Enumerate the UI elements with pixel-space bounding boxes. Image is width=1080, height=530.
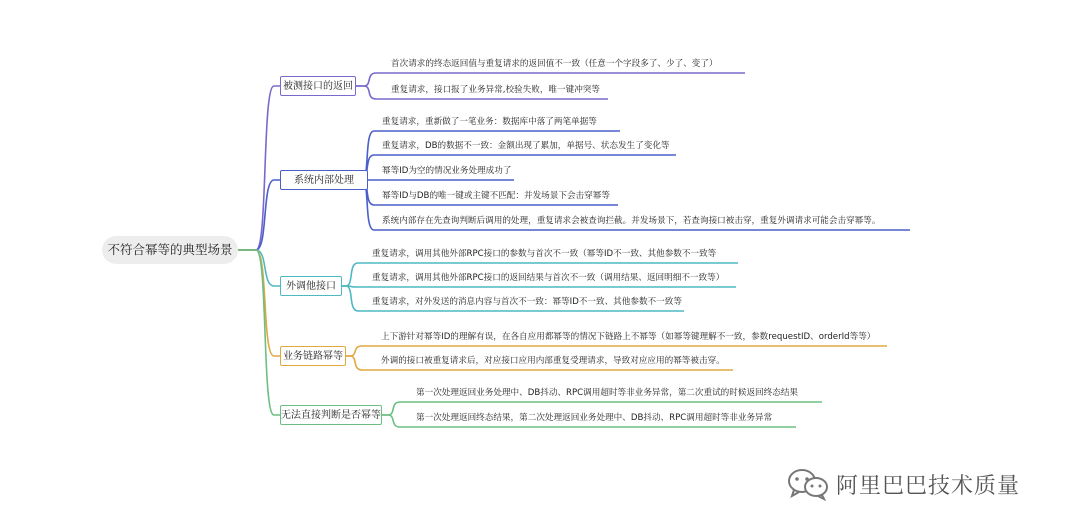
leaf-label[interactable]: 上下游针对幂等ID的理解有误，在各自应用都幂等的情况下链路上不幂等（如幂等键理解不一致，参数requestID、orderId等等）: [381, 332, 876, 342]
leaf-label[interactable]: 幂等ID为空的情况业务处理成功了: [382, 166, 512, 176]
leaf-connector: [342, 286, 736, 287]
leaf-label[interactable]: 重复请求，接口报了业务异常,校验失败，唯一键冲突等: [391, 85, 600, 95]
leaf-label[interactable]: 重复请求，调用其他外部RPC接口的参数与首次不一致（幂等ID不一致、其他参数不一致等: [372, 249, 717, 259]
watermark-text: 阿里巴巴技术质量: [836, 473, 1021, 499]
leaf-label[interactable]: 重复请求，调用其他外部RPC接口的返回结果与首次不一致（调用结果、返回明细不一致等）: [372, 273, 725, 283]
leaf-label[interactable]: 重复请求，对外发送的消息内容与首次不一致：幂等ID不一致、其他参数不一致等: [372, 297, 682, 307]
branch-connector: [238, 250, 280, 415]
branch-connector: [238, 86, 280, 250]
watermark: [786, 467, 1020, 501]
root-node[interactable]: 不符合幂等的典型场景: [102, 236, 238, 264]
leaf-label[interactable]: 重复请求，DB的数据不一致：金额出现了累加，单据号、状态发生了变化等: [382, 141, 670, 151]
leaf-label[interactable]: 幂等ID与DB的唯一键或主键不匹配：并发场景下会击穿幂等: [382, 191, 610, 201]
leaf-label[interactable]: 第一次处理返回终态结果，第二次处理返回业务处理中、DB抖动、RPC调用超时等非业务异常: [416, 413, 773, 423]
wechat-icon: [786, 467, 830, 501]
branch-node[interactable]: 业务链路幂等: [280, 346, 346, 366]
leaf-label[interactable]: 系统内部存在先查询判断后调用的处理，重复请求会被查询拦截。并发场景下，若查询接口被击穿，重复外调请求可能会击穿幂等。: [382, 216, 881, 226]
branch-node[interactable]: 系统内部处理: [280, 170, 368, 190]
branch-node[interactable]: 外调他接口: [280, 276, 342, 296]
branch-node[interactable]: 无法直接判断是否幂等: [280, 405, 382, 425]
branch-connector: [238, 250, 280, 356]
leaf-label[interactable]: 第一次处理返回业务处理中、DB抖动、RPC调用超时等非业务异常，第二次重试的时候返回终态结果: [416, 388, 799, 398]
branch-node[interactable]: 被测接口的返回: [280, 76, 356, 96]
branch-connector: [238, 180, 280, 250]
leaf-label[interactable]: 外调的接口被重复请求后，对应接口应用内部重复受理请求，导致对应应用的幂等被击穿。: [381, 356, 725, 366]
leaf-label[interactable]: 重复请求，重新做了一笔业务：数据库中落了两笔单据等: [382, 117, 597, 127]
leaf-label[interactable]: 首次请求的终态返回值与重复请求的返回值不一致（任意一个字段多了、少了、变了）: [391, 59, 718, 69]
